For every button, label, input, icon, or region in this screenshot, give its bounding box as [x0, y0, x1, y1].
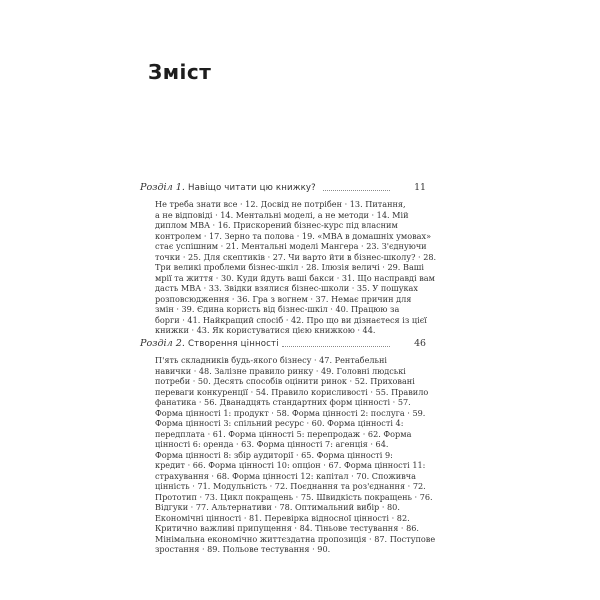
chapter-1 — [140, 181, 437, 336]
chapter-label: Розділ 2. — [140, 338, 185, 349]
chapter-contents — [155, 355, 436, 555]
chapter-heading — [140, 181, 426, 195]
contents-line: фанатика · 56. Дванадцять стандартних форм цінності · 57. — [155, 397, 411, 407]
page-title: Зміст — [148, 60, 212, 84]
contents-line: переваги конкуренції · 54. Правило корисливості · 55. Правило — [155, 386, 429, 397]
contents-line: зростання · 89. Польове тестування · 90. — [155, 544, 331, 554]
contents-line: змін · 39. Єдина користь від бізнес-шкіл · 40. Працюю за — [155, 304, 400, 314]
contents-line: стає успішним · 21. Ментальні моделі Мангера · 23. З'єднуючи — [155, 241, 427, 251]
dot-leader — [323, 190, 390, 191]
contents-line: навички · 48. Залізне правило ринку · 49. Головні людські — [155, 365, 406, 376]
chapter-contents — [155, 199, 437, 336]
contents-line: цінності 6: оренда · 63. Форма цінності 7: агенція · 64. — [155, 439, 389, 449]
contents-line: Прототип · 73. Цикл покращень · 75. Швидкість покращень · 76. — [155, 491, 433, 502]
chapter-page-number: 11 — [414, 182, 426, 193]
contents-line: страхування · 68. Форма цінності 12: капітал · 70. Споживча — [155, 470, 416, 481]
contents-line: Не треба знати все · 12. Досвід не потрібен · 13. Питання, — [155, 199, 406, 209]
contents-line: розповсюдження · 36. Гра з вогнем · 37. Немає причин для — [155, 293, 412, 304]
contents-line: дасть MBA · 33. Звідки взялися бізнес-школи · 35. У пошуках — [155, 283, 418, 293]
contents-line: П'ять складників будь-якого бізнесу · 47. Рентабельні — [155, 355, 387, 365]
contents-line: Форма цінності 1: продукт · 58. Форма цінності 2: послуга · 59. — [155, 407, 426, 418]
contents-line: мрії та життя · 30. Куди йдуть ваші бакси · 31. Що насправді вам — [155, 272, 435, 283]
chapter-title: Створення цінності — [187, 339, 279, 349]
chapter-title: Навіщо читати цю книжку? — [187, 183, 316, 193]
chapter-2 — [140, 337, 436, 555]
contents-line: диплом MBA · 16. Прискорений бізнес-курс під власним — [155, 220, 398, 230]
chapter-page-number: 46 — [414, 338, 426, 349]
contents-line: цінність · 71. Модульність · 72. Поєднання та роз'єднання · 72. — [155, 481, 426, 491]
contents-line: Форма цінності 3: спільний ресурс · 60. Форма цінності 4: — [155, 418, 404, 428]
contents-line: Три великі проблеми бізнес-шкіл · 28. Ілюзія величі · 29. Ваші — [155, 262, 424, 272]
contents-line: кредит · 66. Форма цінності 10: опціон · 67. Форма цінності 11: — [155, 460, 426, 470]
contents-line: борги · 41. Найкращий спосіб · 42. Про що ви дізнаєтеся із цієї — [155, 314, 427, 325]
contents-line: Відгуки · 77. Альтернативи · 78. Оптимальний вибір · 80. — [155, 502, 400, 512]
contents-line: а не відповіді · 14. Ментальні моделі, а не методи · 14. Мій — [155, 209, 409, 220]
chapter-heading — [140, 337, 426, 351]
contents-line: Економічні цінності · 81. Перевірка відносної цінності · 82. — [155, 512, 410, 523]
dot-leader — [282, 346, 390, 347]
chapter-label: Розділ 1. — [140, 182, 185, 193]
contents-line: Форма цінності 8: збір аудиторії · 65. Форма цінності 9: — [155, 449, 393, 460]
contents-line: потреби · 50. Десять способів оцінити ринок · 52. Приховані — [155, 376, 415, 386]
contents-line: контролем · 17. Зерно та полова · 19. «MBA в домашніх умовах» — [155, 230, 432, 241]
contents-line: передплата · 61. Форма цінності 5: перепродаж · 62. Форма — [155, 428, 412, 439]
contents-line: Мінімальна економічно життєздатна пропозиція · 87. Поступове — [155, 533, 436, 544]
contents-line: точки · 25. Для скептиків · 27. Чи варто йти в бізнес-школу? · 28. — [155, 251, 437, 262]
contents-line: книжки · 43. Як користуватися цією книжкою · 44. — [155, 325, 376, 335]
contents-line: Критично важливі припущення · 84. Тіньове тестування · 86. — [155, 523, 419, 533]
